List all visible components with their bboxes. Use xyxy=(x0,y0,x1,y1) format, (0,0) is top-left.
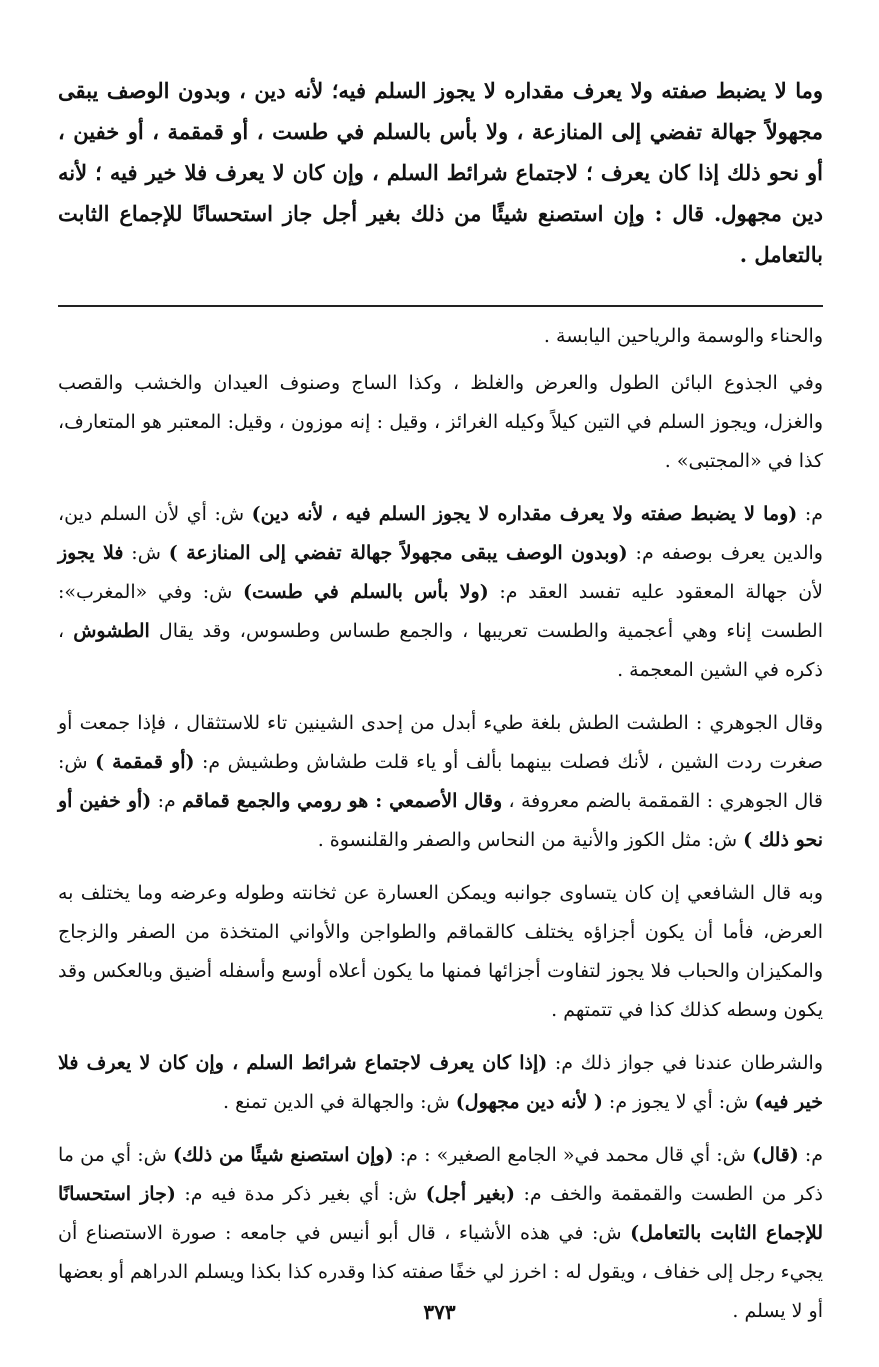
commentary-paragraph-6 xyxy=(58,1044,823,1122)
text-run: م: xyxy=(797,503,823,525)
text-run: م: xyxy=(798,1144,824,1166)
bold-run: الطشوش xyxy=(73,620,150,642)
quoted-matn: (جاز استحسانًا للإجماع الثابت بالتعامل) xyxy=(58,1183,823,1244)
text-run: ش: والجهالة في الدين تمنع . xyxy=(222,1091,456,1113)
bold-run: فلا يجوز xyxy=(58,542,124,564)
text-run: ش: أي من ما ذكر من الطست والقمقمة والخف م: xyxy=(58,1144,824,1205)
text-run: ش: أي لأن السلم دين، والدين يعرف بوصفه م: xyxy=(58,503,823,564)
quoted-matn: ( لأنه دين مجهول) xyxy=(455,1091,603,1113)
text-run: ش: xyxy=(123,542,169,564)
commentary-paragraph-3 xyxy=(58,495,823,690)
bold-run: وقال الأصمعي : هو رومي والجمع قماقم xyxy=(182,790,503,812)
book-page xyxy=(58,70,823,1367)
text-run: ش: قال الجوهري : القمقمة بالضم معروفة ، xyxy=(58,751,823,812)
quoted-matn: (أو خفين أو نحو ذلك ) xyxy=(58,790,823,851)
separator-rule xyxy=(58,305,823,307)
quoted-matn: (أو قمقمة ) xyxy=(95,751,195,773)
quoted-matn: (وما لا يضبط صفته ولا يعرف مقداره لا يجوز السلم فيه ، لأنه دين) xyxy=(251,503,798,525)
matn-text: وما لا يضبط صفته ولا يعرف مقداره لا يجوز السلم فيه؛ لأنه دين ، وبدون الوصف يبقى مجهولاً جهالة تفضي إلى المنازعة ، ولا بأس بالسلم في طست ، أو قمقمة ، أو خفين ، أو نحو ذلك إذا كان يعرف ؛ لاجتماع شرائط السلم ، وإن كان لا يعرف فلا خير فيه ؛ لأنه دين مجهول. قال : وإن استصنع شيئًا من ذلك بغير أجل جاز استحسانًا للإجماع الثابت بالتعامل . xyxy=(58,78,823,267)
text-run: م: xyxy=(151,790,183,812)
text-run: والشرطان عندنا في جواز ذلك م: xyxy=(547,1052,824,1074)
commentary-paragraph-5: وبه قال الشافعي إن كان يتساوى جوانبه ويمكن العسارة عن ثخانته وطوله وعرضه وما يختلف به العرض، فأما أن يكون أجزاؤه يختلف كالقماقم والطواجن والأواني المتخذة من الصفر والزجاج والمكيزان والحباب فلا يجوز لتفاوت أجزائها فمنها ما يكون أعلاه أوسع وأسفله أضيق وبالعكس وقد يكون وسطه كذلك كذا في تتمتهم . xyxy=(58,882,823,1021)
text-run: لأن جهالة المعقود عليه تفسد العقد م: xyxy=(488,581,823,603)
quoted-matn: (بغير أجل) xyxy=(425,1183,515,1205)
text-run: ش: مثل الكوز والأنية من النحاس والصفر والقلنسوة . xyxy=(317,829,744,851)
text-run: وقال الجوهري : الطشت الطش بلغة طيء أبدل من إحدى الشينين تاء للاستثقال ، فإذا جمعت أو صغرت ردت الشين ، لأنك فصلت بينهما بألف أو ياء قلت طشاش وطشيش م: xyxy=(58,712,824,773)
text-run: ش: أي قال محمد في« الجامع الصغير» : م: xyxy=(393,1144,753,1166)
quoted-matn: (إذا كان يعرف لاجتماع شرائط السلم ، وإن كان لا يعرف فلا خير فيه) xyxy=(58,1052,823,1113)
text-run: ، ذكره في الشين المعجمة . xyxy=(58,620,823,681)
text-run: ش: أي لا يجوز م: xyxy=(602,1091,755,1113)
text-run: ش: أي بغير ذكر مدة فيه م: xyxy=(175,1183,426,1205)
quoted-matn: (ولا بأس بالسلم في طست) xyxy=(242,581,489,603)
page-number: ٣٧٣ xyxy=(423,1300,456,1324)
text-run: ش: وفي «المغرب»: الطست إناء وهي أعجمية والطست تعريبها ، والجمع طساس وطسوس، وقد يقال xyxy=(58,581,824,642)
commentary xyxy=(58,317,823,1331)
commentary-paragraph-1: والحناء والوسمة والرياحين اليابسة . xyxy=(543,325,823,347)
quoted-matn: (قال) xyxy=(752,1144,799,1166)
quoted-matn: (وإن استصنع شيئًا من ذلك) xyxy=(172,1144,394,1166)
commentary-paragraph-2: وفي الجذوع البائن الطول والعرض والغلظ ، وكذا الساج وصنوف العيدان والخشب والقصب والغزل، ويجوز السلم في التين كيلاً وكيله الغرائز ، وقيل : إنه موزون ، وقيل: المعتبر هو المتعارف، كذا في «المجتبى» . xyxy=(58,372,823,472)
text-run: ش: في هذه الأشياء ، قال أبو أنيس في جامعه : صورة الاستصناع أن يجيء رجل إلى خفاف ، ويقول له : اخرز لي خفًا صفته كذا وقدره كذا بكذا ويسلم الدراهم أو بعضها أو لا يسلم . xyxy=(58,1222,823,1322)
commentary-paragraph-4 xyxy=(58,704,823,860)
quoted-matn: (وبدون الوصف يبقى مجهولاً جهالة تفضي إلى المنازعة ) xyxy=(168,542,628,564)
